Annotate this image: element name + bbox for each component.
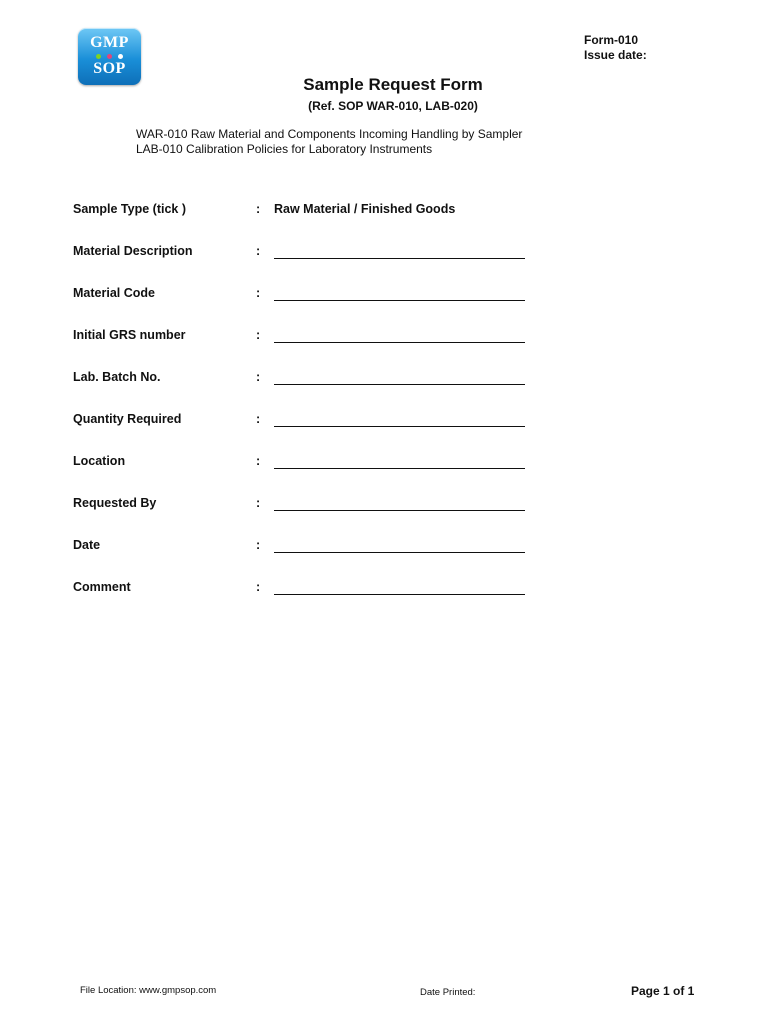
field-label: Initial GRS number: [73, 328, 186, 342]
sop-reference-list: [136, 127, 522, 157]
page-title: Sample Request Form: [303, 75, 483, 94]
form-identifier: [584, 33, 647, 63]
field-colon: :: [256, 286, 261, 300]
field-requested-by: [73, 496, 553, 538]
field-colon: :: [256, 496, 261, 510]
field-label: Material Description: [73, 244, 193, 258]
field-label: Quantity Required: [73, 412, 182, 426]
sop-reference-item: WAR-010 Raw Material and Components Incoming Handling by Sampler: [136, 127, 523, 141]
footer-page-number: Page 1 of 1: [631, 984, 695, 998]
field-label: Location: [73, 454, 126, 468]
field-colon: :: [256, 244, 261, 258]
form-number: Form-010: [584, 33, 639, 47]
sop-reference-item: LAB-010 Calibration Policies for Laboratory Instruments: [136, 142, 433, 156]
field-label: Date: [73, 538, 101, 552]
field-colon: :: [256, 370, 261, 384]
logo-bottom-text: SOP: [93, 60, 126, 77]
logo-top-text: GMP: [90, 34, 129, 51]
form-fields: [73, 202, 553, 622]
initial-grs-number-blank[interactable]: [274, 342, 525, 343]
field-initial-grs-number: [73, 328, 553, 370]
field-material-description: [73, 244, 553, 286]
field-colon: :: [256, 202, 261, 216]
field-colon: :: [256, 580, 261, 594]
field-sample-type: [73, 202, 553, 244]
field-colon: :: [256, 412, 261, 426]
field-colon: :: [256, 538, 261, 552]
field-label: Sample Type (tick ): [73, 202, 186, 216]
footer-file-location: File Location: www.gmpsop.com: [80, 985, 217, 996]
issue-date-label: Issue date:: [584, 48, 647, 62]
material-code-blank[interactable]: [274, 300, 525, 301]
logo-dot-green: [96, 54, 101, 59]
footer-date-printed: Date Printed:: [420, 987, 476, 998]
field-location: [73, 454, 553, 496]
field-lab-batch-no: [73, 370, 553, 412]
field-comment: [73, 580, 553, 622]
location-blank[interactable]: [274, 468, 525, 469]
sop-reference: (Ref. SOP WAR-010, LAB-020): [308, 99, 478, 113]
sample-type-options[interactable]: Raw Material / Finished Goods: [274, 202, 456, 216]
lab-batch-no-blank[interactable]: [274, 384, 525, 385]
requested-by-blank[interactable]: [274, 510, 525, 511]
field-quantity-required: [73, 412, 553, 454]
field-label: Requested By: [73, 496, 157, 510]
comment-blank[interactable]: [274, 594, 525, 595]
quantity-required-blank[interactable]: [274, 426, 525, 427]
logo-dot-pink: [107, 54, 112, 59]
field-colon: :: [256, 328, 261, 342]
field-label: Comment: [73, 580, 131, 594]
field-colon: :: [256, 454, 261, 468]
field-date: [73, 538, 553, 580]
logo-dot-white: [118, 54, 123, 59]
material-description-blank[interactable]: [274, 258, 525, 259]
field-material-code: [73, 286, 553, 328]
field-label: Material Code: [73, 286, 155, 300]
date-blank[interactable]: [274, 552, 525, 553]
field-label: Lab. Batch No.: [73, 370, 161, 384]
